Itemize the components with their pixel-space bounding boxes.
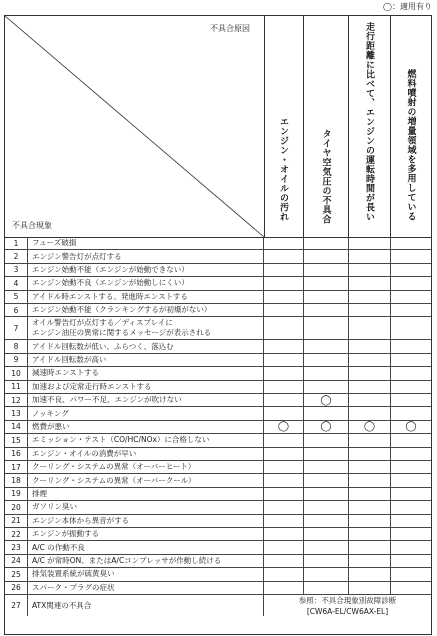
symptom-cell bbox=[28, 407, 264, 419]
cause-cell bbox=[391, 394, 431, 406]
symptom-text: 加速および定常走行時エンストする bbox=[32, 381, 152, 391]
cause-cell bbox=[391, 250, 431, 262]
symptom-cell bbox=[28, 421, 264, 433]
cause-cell bbox=[264, 277, 304, 289]
cause-cell bbox=[264, 264, 304, 276]
cause-cell bbox=[304, 434, 349, 446]
table-row bbox=[5, 394, 431, 407]
cause-cell bbox=[264, 394, 304, 406]
symptom-text: スパーク・プラグの症状 bbox=[32, 582, 115, 592]
row-number: 24 bbox=[5, 555, 28, 567]
cause-cell bbox=[304, 501, 349, 513]
symptom-text: 加速不良、パワー不足、エンジンが吹けない bbox=[32, 395, 182, 405]
cause-cell bbox=[349, 474, 391, 486]
cause-cell bbox=[349, 277, 391, 289]
table-row bbox=[5, 381, 431, 394]
table-row bbox=[5, 541, 431, 554]
row-number: 16 bbox=[5, 448, 28, 460]
symptom-cell bbox=[28, 237, 264, 249]
cause-cell bbox=[349, 448, 391, 460]
symptom-text: エンジン油圧の異常に関するメッセージが表示される bbox=[32, 328, 212, 338]
symptom-text: エンジン警告灯が点灯する bbox=[32, 251, 122, 261]
cause-cell bbox=[349, 488, 391, 500]
reference-note bbox=[264, 595, 431, 616]
reference-line: 参照：不具合現象別故障診断 bbox=[298, 595, 397, 605]
table-row bbox=[5, 367, 431, 380]
cause-cell bbox=[264, 568, 304, 580]
cause-cell bbox=[391, 555, 431, 567]
symptom-text: エンジン始動不能（エンジンが始動できない） bbox=[32, 264, 189, 274]
cause-cell bbox=[391, 264, 431, 276]
cause-cell bbox=[304, 381, 349, 393]
cause-cell bbox=[304, 277, 349, 289]
table-row bbox=[5, 448, 431, 461]
table-row bbox=[5, 528, 431, 541]
row-number: 4 bbox=[5, 277, 28, 289]
cause-cell bbox=[264, 461, 304, 473]
cause-cell bbox=[391, 501, 431, 513]
symptom-cell bbox=[28, 277, 264, 289]
table-row bbox=[5, 434, 431, 447]
row-number: 12 bbox=[5, 394, 28, 406]
cause-cell bbox=[349, 568, 391, 580]
row-number: 1 bbox=[5, 237, 28, 249]
symptom-text: アイドル回転数が高い bbox=[32, 354, 107, 364]
table-row bbox=[5, 461, 431, 474]
symptom-cell bbox=[28, 381, 264, 393]
cause-cell bbox=[349, 304, 391, 316]
symptom-text: アイドル回転数が低い、ふらつく、落込む bbox=[32, 341, 174, 351]
row-number: 20 bbox=[5, 501, 28, 513]
cause-cell bbox=[304, 528, 349, 540]
cause-cell bbox=[391, 488, 431, 500]
cause-cell bbox=[391, 528, 431, 540]
cause-cell bbox=[304, 461, 349, 473]
row-number: 15 bbox=[5, 434, 28, 446]
symptom-text: クーリング・システムの異常（オーバーヒート） bbox=[32, 462, 196, 472]
cause-cell bbox=[264, 448, 304, 460]
cause-cell bbox=[264, 515, 304, 527]
table-row bbox=[5, 264, 431, 277]
table-row bbox=[5, 488, 431, 501]
cause-cell bbox=[391, 304, 431, 316]
symptom-text: エミッション・テスト（CO/HC/NOx）に合格しない bbox=[32, 435, 210, 445]
cause-cell bbox=[391, 474, 431, 486]
cause-cell bbox=[391, 434, 431, 446]
symptom-title: 不具合現象 bbox=[12, 221, 52, 230]
column-header-1 bbox=[264, 16, 304, 237]
row-number: 14 bbox=[5, 421, 28, 433]
row-number: 27 bbox=[5, 595, 28, 616]
cause-cell bbox=[391, 541, 431, 553]
cause-cell bbox=[349, 461, 391, 473]
cause-cell bbox=[349, 582, 391, 594]
cause-cell bbox=[349, 340, 391, 352]
column-header-label: 走行距離に比べて、エンジンの運転時間が長い bbox=[364, 22, 374, 222]
cause-cell bbox=[264, 340, 304, 352]
cause-cell bbox=[349, 555, 391, 567]
symptom-text: エンジン・オイルの消費が早い bbox=[32, 448, 137, 458]
cause-cell bbox=[304, 394, 349, 406]
table-header bbox=[5, 16, 431, 238]
cause-cell bbox=[304, 291, 349, 303]
symptom-cell bbox=[28, 304, 264, 316]
table-row bbox=[5, 304, 431, 317]
cause-cell bbox=[304, 488, 349, 500]
cause-cell bbox=[391, 277, 431, 289]
cause-cell bbox=[304, 340, 349, 352]
cause-cell bbox=[349, 407, 391, 419]
column-header-label: タイヤ空気圧の不具合 bbox=[320, 129, 331, 224]
cause-title: 不具合原因 bbox=[210, 24, 250, 33]
diagonal-line bbox=[5, 16, 264, 237]
symptom-cell bbox=[28, 264, 264, 276]
symptom-text: ノッキング bbox=[32, 408, 69, 418]
row-number: 22 bbox=[5, 528, 28, 540]
symptom-text: 排気装置系統が硫黄臭い bbox=[32, 569, 115, 579]
symptom-cell bbox=[28, 595, 264, 616]
row-number: 9 bbox=[5, 354, 28, 366]
cause-cell bbox=[391, 340, 431, 352]
symptom-text: 減速時エンストする bbox=[32, 368, 100, 378]
symptom-cell bbox=[28, 250, 264, 262]
symptom-text: A/C が常時ON、またはA/Cコンプレッサが作動し続ける bbox=[32, 555, 222, 565]
symptom-text: フューズ破損 bbox=[32, 238, 77, 248]
symptom-cell bbox=[28, 434, 264, 446]
cause-cell bbox=[391, 421, 431, 433]
cause-cell bbox=[264, 381, 304, 393]
applicable-mark: ◯ bbox=[405, 421, 417, 433]
row-number: 26 bbox=[5, 582, 28, 594]
column-header-label: エンジン・オイルの汚れ bbox=[278, 117, 288, 222]
legend-applicable: ◯：適用有り bbox=[383, 2, 432, 11]
symptom-text: A/C の作動不良 bbox=[32, 542, 85, 552]
cause-cell bbox=[264, 434, 304, 446]
cause-cell bbox=[391, 381, 431, 393]
table-row bbox=[5, 340, 431, 353]
cause-cell bbox=[304, 304, 349, 316]
cause-cell bbox=[349, 541, 391, 553]
cause-cell bbox=[264, 317, 304, 339]
table-row bbox=[5, 354, 431, 367]
symptom-cell bbox=[28, 568, 264, 580]
symptom-cell bbox=[28, 515, 264, 527]
column-header-3 bbox=[349, 16, 391, 237]
column-header-4 bbox=[391, 16, 431, 237]
symptom-cell bbox=[28, 488, 264, 500]
symptom-cell bbox=[28, 291, 264, 303]
cause-cell bbox=[304, 582, 349, 594]
cause-cell bbox=[264, 528, 304, 540]
row-number: 23 bbox=[5, 541, 28, 553]
cause-cell bbox=[349, 421, 391, 433]
row-number: 11 bbox=[5, 381, 28, 393]
cause-cell bbox=[349, 381, 391, 393]
symptom-text: ATX関連の不具合 bbox=[32, 600, 92, 610]
cause-cell bbox=[264, 291, 304, 303]
symptom-text: 燃費が悪い bbox=[32, 421, 70, 431]
cause-cell bbox=[391, 461, 431, 473]
table-row bbox=[5, 237, 431, 250]
cause-cell bbox=[304, 317, 349, 339]
cause-cell bbox=[264, 250, 304, 262]
cause-cell bbox=[304, 407, 349, 419]
symptom-text: エンジン始動不能（クランキングするが初爆がない） bbox=[32, 305, 212, 315]
cause-cell bbox=[349, 354, 391, 366]
cause-cell bbox=[264, 367, 304, 379]
cause-cell bbox=[349, 291, 391, 303]
symptom-text: エンジン始動不良（エンジンが始動しにくい） bbox=[32, 278, 189, 288]
row-number: 8 bbox=[5, 340, 28, 352]
cause-cell bbox=[349, 515, 391, 527]
row-number: 21 bbox=[5, 515, 28, 527]
cause-cell bbox=[391, 367, 431, 379]
cause-cell bbox=[391, 515, 431, 527]
cause-cell bbox=[264, 304, 304, 316]
symptom-cell bbox=[28, 394, 264, 406]
table-row bbox=[5, 250, 431, 263]
row-number: 6 bbox=[5, 304, 28, 316]
cause-cell bbox=[304, 568, 349, 580]
cause-cell bbox=[304, 367, 349, 379]
table-row bbox=[5, 515, 431, 528]
cause-cell bbox=[391, 568, 431, 580]
table-row bbox=[5, 568, 431, 581]
symptom-text: アイドル時エンストする、発進時エンストする bbox=[32, 291, 188, 301]
cause-cell bbox=[391, 354, 431, 366]
table-row bbox=[5, 407, 431, 420]
applicable-mark: ◯ bbox=[363, 421, 376, 433]
table-row bbox=[5, 317, 431, 340]
troubleshooting-table bbox=[4, 15, 432, 635]
cause-cell bbox=[264, 541, 304, 553]
symptom-text: エンジンが振動する bbox=[32, 529, 100, 539]
cause-cell bbox=[304, 474, 349, 486]
cause-cell bbox=[304, 541, 349, 553]
table-row bbox=[5, 501, 431, 514]
row-number: 18 bbox=[5, 474, 28, 486]
cause-cell bbox=[349, 367, 391, 379]
cause-cell bbox=[304, 555, 349, 567]
cause-cell bbox=[391, 237, 431, 249]
symptom-cell bbox=[28, 354, 264, 366]
symptom-cell bbox=[28, 501, 264, 513]
cause-cell bbox=[349, 317, 391, 339]
table-row bbox=[5, 582, 431, 595]
row-number: 3 bbox=[5, 264, 28, 276]
table-row bbox=[5, 277, 431, 290]
row-number: 17 bbox=[5, 461, 28, 473]
symptom-text: 排煙 bbox=[32, 488, 47, 498]
applicable-mark: ◯ bbox=[277, 421, 290, 433]
symptom-text: クーリング・システムの異常（オーバークール） bbox=[32, 475, 196, 485]
table-row bbox=[5, 421, 431, 434]
cause-cell bbox=[304, 237, 349, 249]
symptom-cell bbox=[28, 582, 264, 594]
cause-cell bbox=[391, 448, 431, 460]
cause-cell bbox=[304, 515, 349, 527]
cause-cell bbox=[264, 237, 304, 249]
applicable-mark: ◯ bbox=[320, 421, 332, 433]
cause-cell bbox=[349, 394, 391, 406]
cause-cell bbox=[264, 488, 304, 500]
symptom-cell bbox=[28, 528, 264, 540]
cause-cell bbox=[391, 582, 431, 594]
cause-cell bbox=[304, 250, 349, 262]
row-number: 10 bbox=[5, 367, 28, 379]
cause-cell bbox=[391, 317, 431, 339]
cause-cell bbox=[264, 474, 304, 486]
table-row bbox=[5, 595, 431, 616]
cause-cell bbox=[349, 250, 391, 262]
cause-cell bbox=[264, 555, 304, 567]
cause-cell bbox=[264, 501, 304, 513]
symptom-cell bbox=[28, 474, 264, 486]
symptom-cell bbox=[28, 340, 264, 352]
row-number: 2 bbox=[5, 250, 28, 262]
cause-cell bbox=[349, 264, 391, 276]
cause-cell bbox=[391, 407, 431, 419]
symptom-text: ガソリン臭い bbox=[32, 502, 77, 512]
cause-cell bbox=[264, 407, 304, 419]
cause-cell bbox=[264, 421, 304, 433]
cause-cell bbox=[349, 528, 391, 540]
row-number: 13 bbox=[5, 407, 28, 419]
table-row bbox=[5, 474, 431, 487]
symptom-cell bbox=[28, 448, 264, 460]
symptom-cell bbox=[28, 317, 264, 339]
symptom-text: エンジン本体から異音がする bbox=[32, 515, 130, 525]
symptom-cell bbox=[28, 367, 264, 379]
cause-cell bbox=[349, 434, 391, 446]
cause-cell bbox=[304, 264, 349, 276]
row-number: 5 bbox=[5, 291, 28, 303]
cause-cell bbox=[349, 237, 391, 249]
row-number: 7 bbox=[5, 317, 28, 339]
cause-cell bbox=[304, 354, 349, 366]
row-number: 19 bbox=[5, 488, 28, 500]
reference-line: [CW6A-EL/CW6AX-EL] bbox=[306, 606, 389, 616]
symptom-cell bbox=[28, 541, 264, 553]
column-header-2 bbox=[304, 16, 349, 237]
symptom-cell bbox=[28, 555, 264, 567]
cause-cell bbox=[264, 354, 304, 366]
table-row bbox=[5, 291, 431, 304]
column-header-label: 燃料噴射の増量領域を多用している bbox=[405, 69, 416, 221]
header-corner-cell bbox=[5, 16, 265, 237]
symptom-cell bbox=[28, 461, 264, 473]
applicable-mark: ◯ bbox=[320, 394, 332, 406]
symptom-text: オイル警告灯が点灯する／ディスプレイに bbox=[32, 318, 173, 328]
cause-cell bbox=[304, 448, 349, 460]
cause-cell bbox=[391, 291, 431, 303]
cause-cell bbox=[304, 421, 349, 433]
row-number: 25 bbox=[5, 568, 28, 580]
table-row bbox=[5, 555, 431, 568]
cause-cell bbox=[349, 501, 391, 513]
cause-cell bbox=[264, 582, 304, 594]
